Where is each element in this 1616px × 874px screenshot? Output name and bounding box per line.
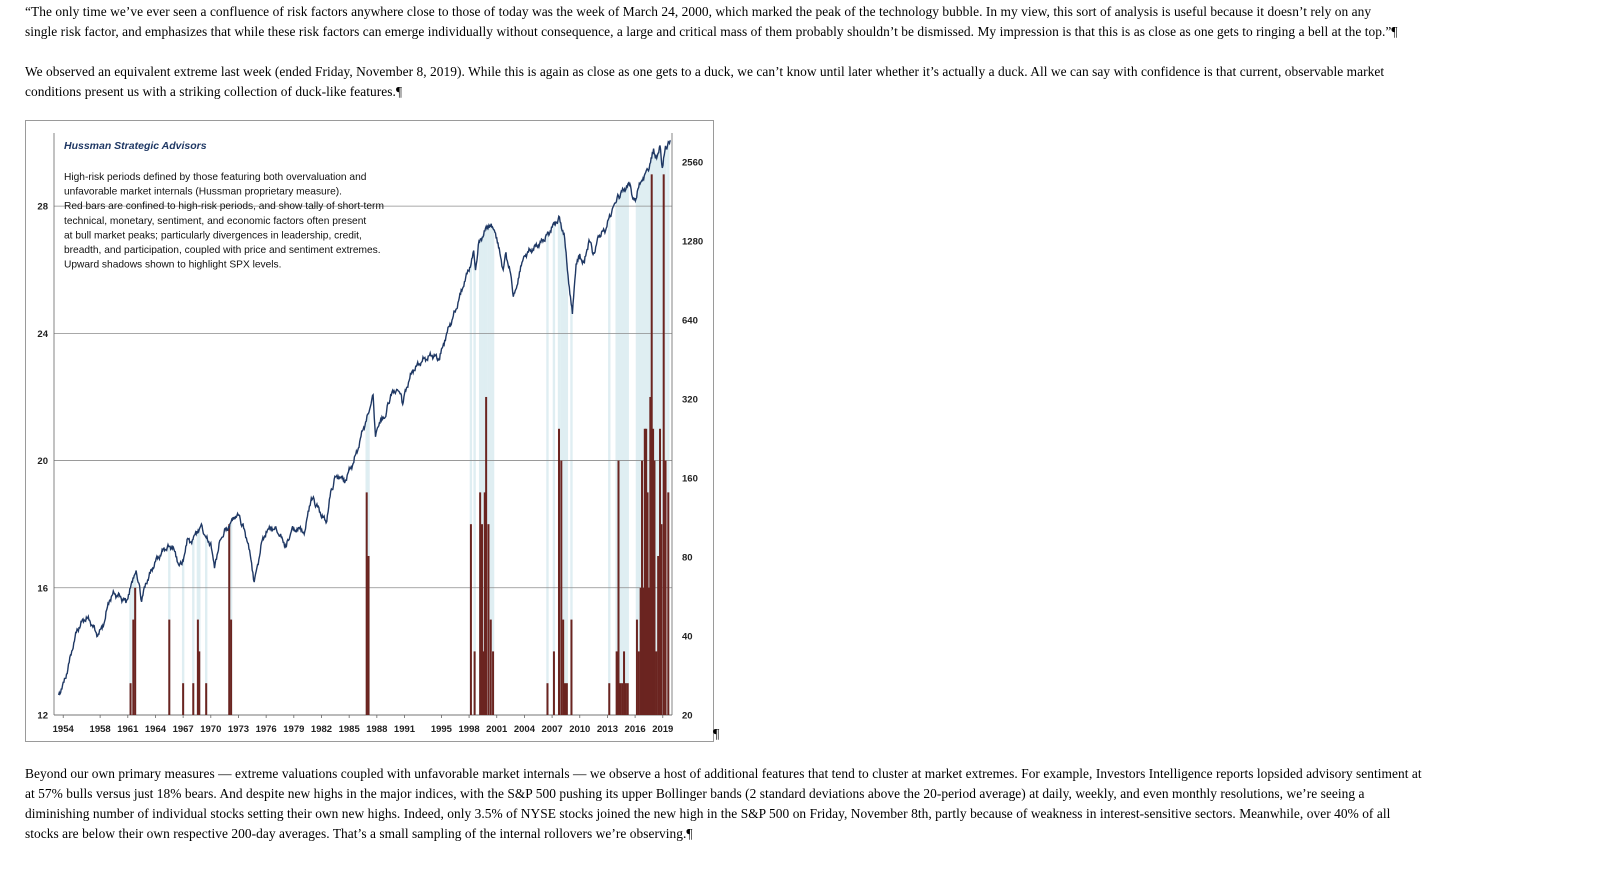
left-tick-label: 12 [37,710,48,722]
risk-bar [653,461,655,715]
risk-shadow [492,227,494,715]
left-tick-label: 16 [37,583,48,595]
risk-bar [487,524,489,715]
x-tick-label: 1973 [227,724,250,735]
x-tick-label: 1982 [310,724,333,735]
right-tick-label: 640 [682,315,698,327]
text-line: single risk factor, and emphasizes that while these risk factors can emerge individually without consequence, a large and critical mass of them probably shouldn’t be dismissed. My impression is that this is as close as one gets to ringing a bell at the top.”¶ [25,24,1398,39]
risk-bar [618,461,620,715]
risk-shadow [627,186,629,715]
x-tick-label: 1970 [200,724,222,735]
risk-bar [570,620,572,715]
x-tick-label: 1958 [89,724,111,735]
text-line: conditions present us with a striking collection of duck-like features.¶ [25,84,403,99]
risk-bar [657,556,659,715]
risk-bar [616,651,618,715]
x-tick-label: 2004 [513,724,535,735]
x-tick-label: 2019 [652,724,674,735]
x-tick-label: 1967 [172,724,194,735]
risk-bar [562,620,564,715]
text-line: “The only time we’ve ever seen a confluence of risk factors anywhere close to those of today was the week of March 24, 2000, which marked the peak of the technology bubble. In my view, this sort of analysis is useful because it doesn’t rely on any [25,4,1372,19]
x-tick-label: 1979 [283,724,305,735]
risk-bar [663,174,665,715]
risk-bar [564,683,566,715]
chart-brand-label: Hussman Strategic Advisors [64,140,207,152]
risk-bar [130,683,132,715]
risk-bar [560,461,562,715]
right-tick-label: 2560 [682,157,704,169]
risk-bar [470,524,472,715]
text-line: stocks are below their own respective 200-day averages. That’s a small sampling of the internal rollovers we’re observing.¶ [25,826,693,841]
chart-note-line: Red bars are confined to high-risk periods, and show tally of short-term [64,201,384,213]
risk-bar [132,620,134,715]
risk-bar [566,683,568,715]
risk-shadow [553,225,555,715]
left-tick-label: 24 [37,328,48,340]
risk-bar [665,461,667,715]
risk-bar [134,588,136,715]
risk-bar [368,556,370,715]
risk-shadow [566,263,568,715]
x-tick-label: 1995 [430,724,452,735]
text-line: We observed an equivalent extreme last week (ended Friday, November 8, 2019). While this is again as close as one gets to a duck, we can’t know until later whether it’s actually a duck. All we can say with confidence is that current, observable market [25,64,1385,79]
risk-bar [638,651,640,715]
risk-bar [492,651,494,715]
right-tick-label: 160 [682,473,698,485]
chart-note-line: unfavorable market internals (Hussman proprietary measure). [64,186,343,198]
paragraph-additional-features [25,764,1605,844]
risk-bar [230,620,232,715]
x-tick-label: 1954 [52,724,74,735]
risk-bar [182,683,184,715]
x-tick-label: 1991 [393,724,416,735]
x-tick-label: 1976 [255,724,277,735]
x-tick-label: 2013 [596,724,619,735]
risk-bar [667,492,669,715]
right-tick-label: 80 [682,552,693,564]
risk-shadow [546,235,548,715]
paragraph-quote [25,2,1605,42]
text-line: Beyond our own primary measures — extreme valuations coupled with unfavorable market internals — we observe a host of additional features that tend to cluster at market extremes. For example, Investors Intelligence reports lopsided advisory sentiment at [25,766,1422,781]
risk-chart-svg [26,121,715,743]
risk-bar [474,651,476,715]
risk-bar [228,524,230,715]
risk-bar [619,683,621,715]
risk-bar [660,524,662,715]
risk-bar [623,651,625,715]
text-line: at 57% bulls versus just 18% bears. And despite new highs in the major indices, with the S&P 500 pushing its upper Bollinger bands (2 standard deviations above the 20-period average) at daily, weekly, and even monthly resolutions, we’re seeing a [25,786,1365,801]
risk-bar [636,620,638,715]
risk-bar [625,683,627,715]
risk-bar [198,651,200,715]
chart-note-line: breadth, and participation, coupled with price and sentiment extremes. [64,245,381,256]
risk-bar [621,683,623,715]
left-tick-label: 20 [37,456,48,468]
risk-bar [168,620,170,715]
x-tick-label: 1964 [144,724,167,735]
chart-note-line: at bull market peaks; particularly divergences in leadership, credit, [64,230,362,242]
x-tick-label: 2007 [541,724,563,735]
text-line: diminishing number of individual stocks setting their own new highs. Indeed, only 3.5% of NYSE stocks joined the new high in the S&P 500 on Friday, November 8th, partly because of weakness in interest-sensitive sectors. Meanwhile, over 40% of all [25,806,1391,821]
risk-bar [546,683,548,715]
risk-bar [485,397,487,715]
risk-bar [192,683,194,715]
x-tick-label: 1961 [117,724,139,735]
risk-bar [553,651,555,715]
risk-bar [627,683,629,715]
risk-bar [558,429,560,715]
risk-bar [608,683,610,715]
risk-bar [205,683,207,715]
risk-bar [490,620,492,715]
x-tick-label: 2016 [624,724,646,735]
paragraph-observation [25,62,1605,102]
x-tick-label: 2010 [569,724,591,735]
risk-bar [479,492,481,715]
chart-note-line: High-risk periods defined by those featuring both overvaluation and [64,172,367,183]
x-tick-label: 1985 [338,724,360,735]
pilcrow-mark: ¶ [713,727,720,742]
chart-image[interactable] [25,120,714,742]
risk-shadow [473,262,475,715]
right-tick-label: 20 [682,710,693,722]
x-tick-label: 2001 [486,724,508,735]
x-tick-label: 1998 [458,724,480,735]
x-tick-label: 1988 [366,724,388,735]
risk-shadow [608,218,610,715]
right-tick-label: 320 [682,394,698,406]
right-tick-label: 40 [682,631,693,643]
right-tick-label: 1280 [682,236,704,248]
risk-bar [655,651,657,715]
left-tick-label: 28 [37,201,48,213]
chart-note-line: Upward shadows shown to highlight SPX levels. [64,259,282,271]
risk-bar [366,492,368,715]
chart-note-line: technical, monetary, sentiment, and economic factors often present [64,215,367,227]
